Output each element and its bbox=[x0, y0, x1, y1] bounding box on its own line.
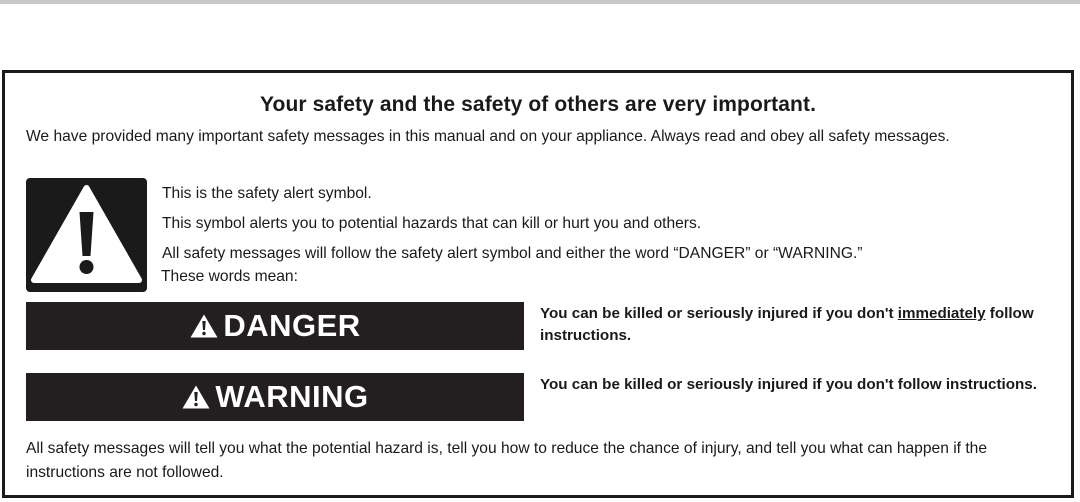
warning-meaning: You can be killed or seriously injured if you don't follow instructions. bbox=[540, 376, 1037, 393]
danger-banner bbox=[26, 302, 524, 350]
warning-triangle-icon bbox=[181, 384, 211, 410]
footer-paragraph: All safety messages will tell you what the potential hazard is, tell you how to reduce the chance of injury, and tell you what can happen if the instructions are not followed. bbox=[26, 440, 988, 481]
safety-box bbox=[2, 70, 1074, 498]
top-rule bbox=[0, 0, 1080, 4]
warning-banner bbox=[26, 373, 524, 421]
danger-meaning bbox=[540, 303, 1075, 347]
warning-triangle-icon bbox=[189, 313, 219, 339]
danger-text-before: You can be killed or seriously injured if you don't bbox=[540, 305, 898, 322]
danger-text-emphasis: immediately bbox=[897, 305, 986, 322]
symbol-line: These words mean: bbox=[161, 268, 298, 285]
danger-label: DANGER bbox=[223, 308, 361, 343]
symbol-line: This is the safety alert symbol. bbox=[162, 185, 372, 202]
page-title: Your safety and the safety of others are very important. bbox=[259, 93, 817, 116]
warning-label: WARNING bbox=[215, 379, 369, 414]
danger-text-after: follow instructions. bbox=[540, 305, 1034, 344]
symbol-line: This symbol alerts you to potential hazards that can kill or hurt you and others. bbox=[162, 215, 702, 232]
intro-paragraph: We have provided many important safety messages in this manual and on your appliance. Always read and obey all safety messages. bbox=[26, 128, 950, 145]
safety-alert-icon bbox=[26, 178, 147, 292]
symbol-line: All safety messages will follow the safety alert symbol and either the word “DANGER” or “WARNING.” bbox=[162, 245, 863, 262]
